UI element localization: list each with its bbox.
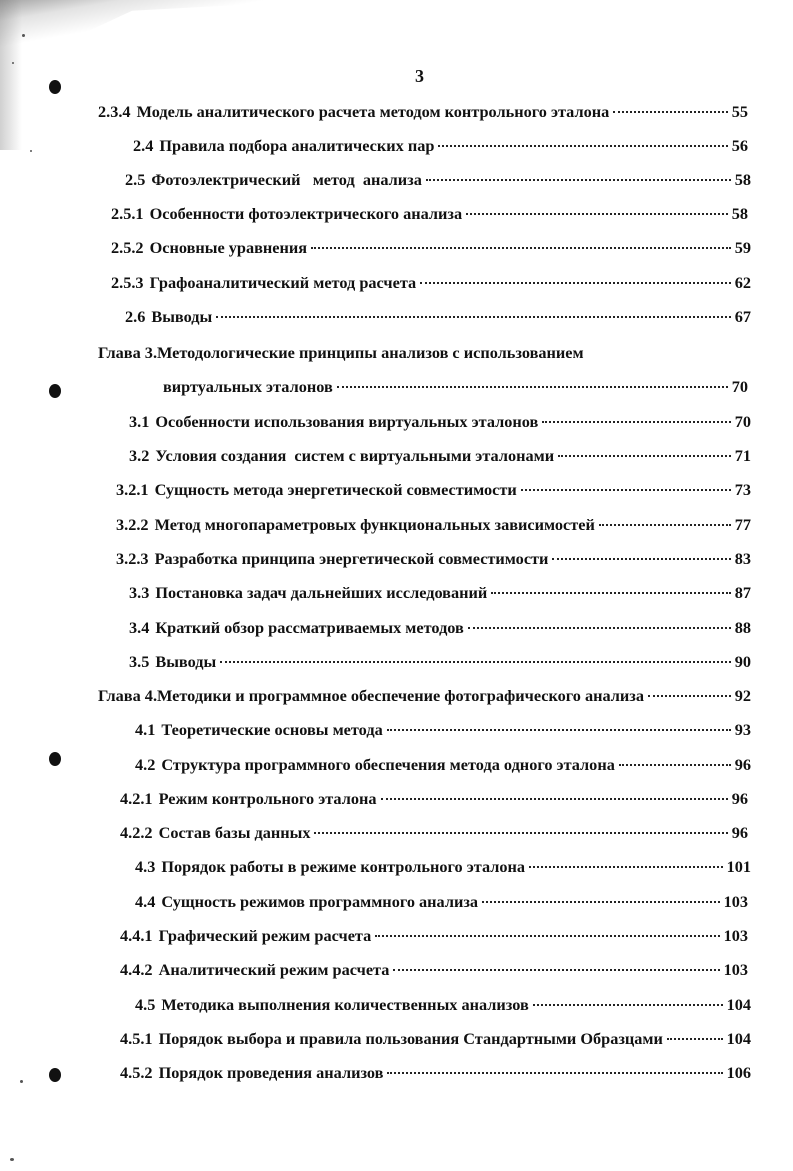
toc-entry-page: 77 [734,515,751,534]
toc-entry-title: Теоретические основы метода [161,720,383,739]
toc-entry-title: Особенности фотоэлектрического анализа [149,204,463,223]
toc-entry [135,892,748,912]
toc-entry-page: 96 [734,755,751,774]
toc-entry-number: 4.4.1 [120,926,153,945]
toc-entry-page: 73 [734,480,751,499]
dot-leader [420,282,731,284]
toc-entry-title: Фотоэлектрический метод анализа [151,170,422,189]
toc-entry-title: Выводы [155,652,217,671]
dot-leader [337,386,728,388]
toc-entry-page: 103 [723,960,748,979]
dot-leader [667,1038,723,1040]
toc-entry-number: 4.5.1 [120,1029,153,1048]
toc-entry [129,446,751,466]
toc-entry-number: 3.2 [129,446,150,465]
toc-entry [125,170,751,190]
page-number: 3 [415,66,424,86]
dot-leader [619,764,731,766]
toc-entry-page: 83 [734,549,751,568]
toc-entry-number: 4.2 [135,755,156,774]
toc-entry-page: 104 [726,995,751,1014]
toc-entry-title: Особенности использования виртуальных эталонов [155,412,539,431]
toc-entry [98,102,748,122]
toc-entry-page: 103 [723,926,748,945]
toc-entry [120,823,748,843]
dot-leader [387,1072,722,1074]
dot-leader [552,558,730,560]
toc-entry-page: 96 [731,823,748,842]
toc-entry [135,755,751,775]
toc-entry-page: 101 [726,857,751,876]
dot-leader [220,661,730,663]
toc-entry-number: 3.1 [129,412,150,431]
dot-leader [482,901,720,903]
toc-entry [129,652,751,672]
dot-leader [648,695,731,697]
toc-entry-title: Графический режим расчета [158,926,372,945]
toc-entry-number: 4.4.2 [120,960,153,979]
toc-entry-page: 92 [734,686,751,705]
dot-leader [542,421,730,423]
toc-entry [135,720,751,740]
toc-entry [120,1063,751,1083]
dot-leader [468,627,731,629]
toc-entry-number: 3.2.3 [116,549,149,568]
binder-hole-mark [49,384,61,398]
toc-entry-title: Метод многопараметровых функциональных зависимостей [154,515,595,534]
toc-entry [120,789,748,809]
dot-leader [599,524,731,526]
toc-entry [116,515,751,535]
toc-entry-number: 3.5 [129,652,150,671]
toc-entry-page: 67 [734,307,751,326]
dot-leader [438,145,727,147]
toc-entry [120,960,748,980]
toc-entry-page: 56 [731,136,748,155]
toc-entry-title: Условия создания систем с виртуальными эталонами [155,446,555,465]
toc-entry-page: 90 [734,652,751,671]
toc-entry-title: Порядок выбора и правила пользования Стандартными Образцами [158,1029,663,1048]
toc-entry [135,857,751,877]
toc-entry-number: 4.2.1 [120,789,153,808]
toc-entry-number: 4.5 [135,995,156,1014]
toc-entry-number: 3.3 [129,583,150,602]
toc-entry-number: 4.4 [135,892,156,911]
dot-leader [393,969,719,971]
scan-speck [30,150,32,152]
toc-entry [98,686,751,706]
toc-entry-title: Методика выполнения количественных анализов [161,995,529,1014]
dot-leader [381,798,728,800]
toc-entry [116,549,751,569]
toc-entry [133,136,748,156]
dot-leader [426,179,731,181]
toc-entry-title: Порядок работы в режиме контрольного эталона [161,857,526,876]
toc-entry-page: 103 [723,892,748,911]
dot-leader [491,592,730,594]
binder-hole-mark [49,1068,61,1082]
toc-entry-title: Аналитический режим расчета [158,960,390,979]
toc-entry-title: Основные уравнения [149,238,308,257]
toc-entry-title: Выводы [151,307,213,326]
toc-entry-number: 2.6 [125,307,146,326]
dot-leader [375,935,719,937]
toc-entry [163,377,748,397]
toc-entry [129,583,751,603]
toc-entry-page: 87 [734,583,751,602]
toc-entry-page: 96 [731,789,748,808]
toc-entry [135,995,751,1015]
toc-entry-number: 4.3 [135,857,156,876]
toc-entry-number: 2.5.1 [111,204,144,223]
toc-entry-title: Разработка принципа энергетической совместимости [154,549,549,568]
dot-leader [466,213,728,215]
toc-entry-page: 70 [731,377,748,396]
toc-entry-page: 70 [734,412,751,431]
toc-entry [120,1029,751,1049]
toc-entry [120,926,748,946]
dot-leader [216,316,730,318]
dot-leader [529,866,723,868]
binder-hole-mark [49,752,61,766]
dot-leader [613,111,727,113]
toc-entry-number: 3.2.2 [116,515,149,534]
toc-entry [125,307,751,327]
toc-entry-title: Глава 4.Методики и программное обеспечение фотографического анализа [98,686,644,705]
dot-leader [311,247,731,249]
toc-entry-title: Структура программного обеспечения метода одного эталона [161,755,615,774]
toc-entry [98,343,748,363]
toc-entry-title: Графоаналитический метод расчета [149,273,417,292]
toc-entry-title: виртуальных эталонов [163,377,333,396]
toc-entry-title: Краткий обзор рассматриваемых методов [155,618,464,637]
toc-entry-title: Порядок проведения анализов [158,1063,384,1082]
toc-entry-title: Правила подбора аналитических пар [159,136,435,155]
scan-shadow-corner [0,0,330,60]
toc-entry [116,480,751,500]
toc-entry [111,204,748,224]
toc-entry-title: Состав базы данных [158,823,311,842]
toc-entry-number: 2.4 [133,136,154,155]
toc-entry-title: Режим контрольного эталона [158,789,377,808]
scan-speck [22,34,25,37]
toc-entry-page: 59 [734,238,751,257]
dot-leader [533,1004,723,1006]
toc-entry-page: 93 [734,720,751,739]
toc-entry-number: 2.5.2 [111,238,144,257]
dot-leader [558,455,731,457]
toc-entry [129,412,751,432]
toc-entry-title: Модель аналитического расчета методом контрольного эталона [136,102,610,121]
dot-leader [521,489,731,491]
scan-speck [12,62,14,64]
toc-entry-title: Сущность метода энергетической совместимости [154,480,517,499]
toc-entry-page: 58 [731,204,748,223]
toc-entry-page: 71 [734,446,751,465]
toc-entry-number: 3.2.1 [116,480,149,499]
toc-entry-page: 55 [731,102,748,121]
toc-entry-page: 104 [726,1029,751,1048]
dot-leader [387,729,731,731]
toc-entry-title: Постановка задач дальнейших исследований [155,583,488,602]
toc-entry-number: 2.5 [125,170,146,189]
toc-entry [111,273,751,293]
toc-entry-number: 4.1 [135,720,156,739]
toc-entry-number: 4.5.2 [120,1063,153,1082]
toc-entry-number: 3.4 [129,618,150,637]
scan-speck [10,1158,14,1161]
toc-entry-number: 2.3.4 [98,102,131,121]
toc-entry-page: 58 [734,170,751,189]
dot-leader [314,832,727,834]
toc-entry-page: 62 [734,273,751,292]
toc-entry [111,238,751,258]
toc-entry-title: Глава 3.Методологические принципы анализов с использованием [98,343,584,362]
toc-entry [129,618,751,638]
toc-entry-title: Сущность режимов программного анализа [161,892,479,911]
toc-entry-number: 2.5.3 [111,273,144,292]
toc-entry-page: 88 [734,618,751,637]
toc-entry-page: 106 [726,1063,751,1082]
toc-entry-number: 4.2.2 [120,823,153,842]
scan-speck [20,1080,23,1083]
